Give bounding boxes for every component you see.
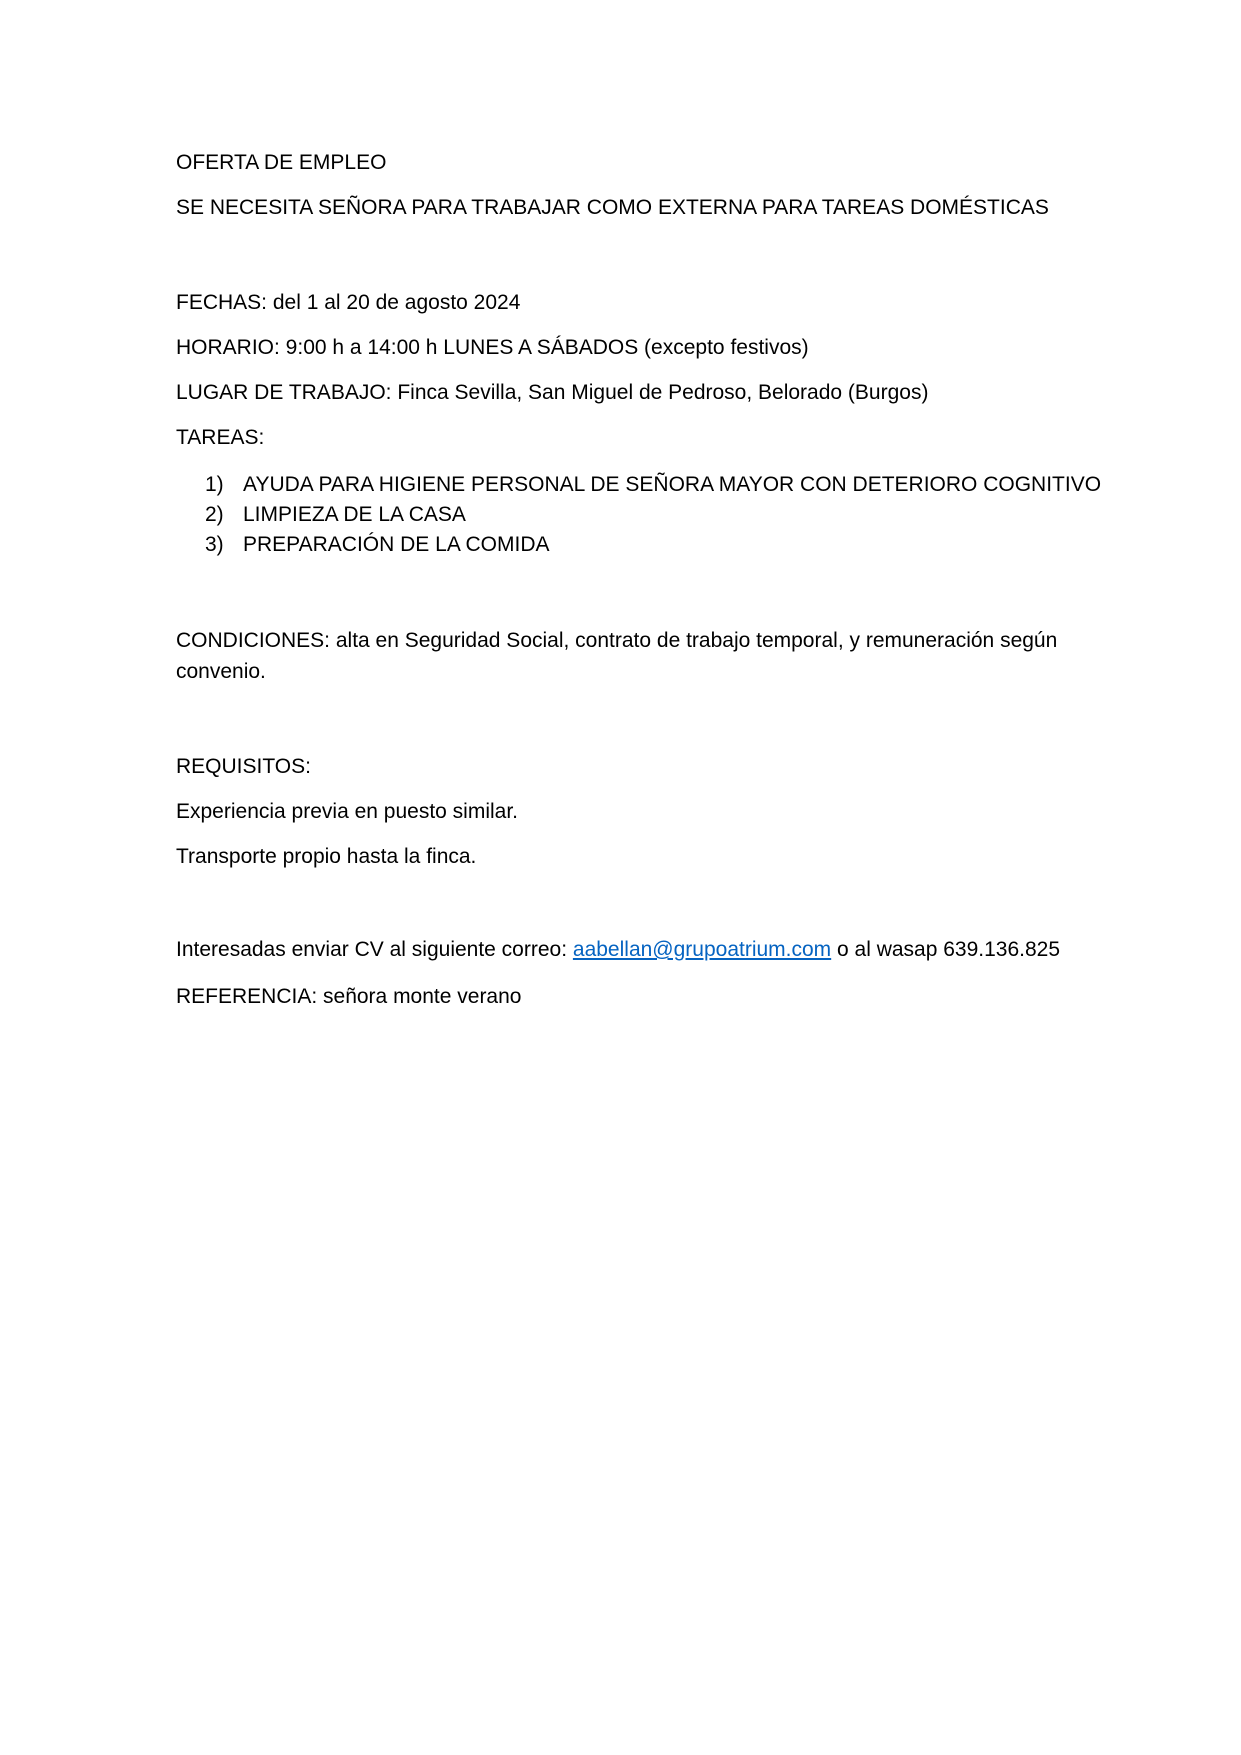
document-title: OFERTA DE EMPLEO [176,151,387,174]
requisito-transporte: Transporte propio hasta la finca. [176,845,477,868]
list-item-text: PREPARACIÓN DE LA COMIDA [243,533,550,556]
contact-prefix: Interesadas enviar CV al siguiente correo: [176,938,573,961]
document-subtitle: SE NECESITA SEÑORA PARA TRABAJAR COMO EXTERNA PARA TAREAS DOMÉSTICAS [176,196,1049,219]
contact-suffix: o al wasap 639.136.825 [831,938,1061,961]
lugar-line: LUGAR DE TRABAJO: Finca Sevilla, San Miguel de Pedroso, Belorado (Burgos) [176,381,929,404]
list-item-number: 3) [205,533,224,556]
contact-line [176,934,1176,965]
requisito-experiencia: Experiencia previa en puesto similar. [176,800,519,823]
requisitos-label: REQUISITOS: [176,755,311,778]
condiciones-paragraph [176,625,1176,687]
fechas-line: FECHAS: del 1 al 20 de agosto 2024 [176,291,521,314]
referencia-line: REFERENCIA: señora monte verano [176,985,522,1008]
list-item [176,470,1176,500]
list-item-text: LIMPIEZA DE LA CASA [243,503,466,526]
list-item [176,500,1176,530]
list-item-number: 2) [205,503,224,526]
tareas-label: TAREAS: [176,426,265,449]
tareas-list [176,470,1176,560]
horario-line: HORARIO: 9:00 h a 14:00 h LUNES A SÁBADOS (excepto festivos) [176,336,809,359]
condiciones-line-1: CONDICIONES: alta en Seguridad Social, contrato de trabajo temporal, y remuneración según [176,629,1058,652]
condiciones-line-2: convenio. [176,660,266,683]
list-item [176,530,1176,560]
list-item-text: AYUDA PARA HIGIENE PERSONAL DE SEÑORA MAYOR CON DETERIORO COGNITIVO [243,473,1102,496]
list-item-number: 1) [205,473,224,496]
email-link[interactable]: aabellan@grupoatrium.com [572,938,832,961]
